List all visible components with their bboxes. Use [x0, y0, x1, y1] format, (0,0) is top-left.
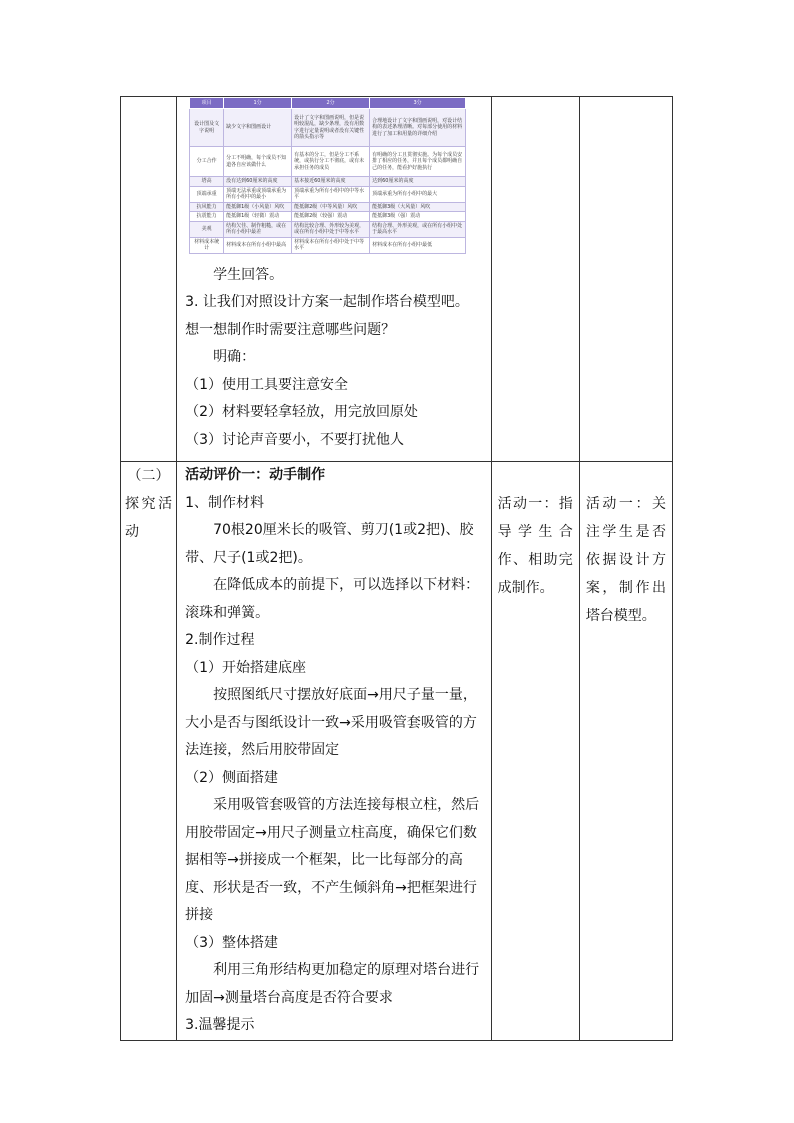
rubric-header: 项目 [190, 98, 224, 109]
rubric-cell: 没有达到60厘米的高度 [224, 177, 292, 187]
rubric-cell: 结构欠佳、制作粗糙，或在所有小组中最差 [224, 221, 292, 237]
question-3: 3. 让我们对照设计方案一起制作塔台模型吧。想一想制作时需要注意哪些问题？ [185, 294, 469, 338]
student-answer: 学生回答。 [213, 266, 284, 283]
rubric-row [190, 202, 466, 212]
tips-heading: 3.温馨提示 [185, 1017, 255, 1033]
rubric-cell: 结构比较合理、外形较为美观，或在所有小组中处于中等水平 [292, 221, 370, 237]
rubric-cell: 能抵御1级（小风量）风吹 [224, 202, 292, 212]
lesson-table-container [120, 96, 673, 1033]
cell-teacher-activity [491, 462, 579, 1041]
rubric-cell: 材料成本在所有小组中最低 [370, 237, 466, 253]
rubric-cell: 缺少文字和图画设计 [224, 109, 292, 147]
teacher-activity-text: 活动一：指导学生合作、相助完成制作。 [497, 496, 573, 596]
rubric-header: 2分 [292, 98, 370, 109]
lesson-table [120, 96, 673, 1041]
rubric-cell: 能抵御3级（大风量）风吹 [370, 202, 466, 212]
rubric-header: 3分 [370, 98, 466, 109]
rubric-cell: 顶端承重为所有小组中的中等水平 [292, 186, 370, 202]
rubric-cell: 顶端无法承重或顶端承重为所有小组中的最小 [224, 186, 292, 202]
step-1-heading: （1）开始搭建底座 [185, 659, 307, 676]
cell-empty-teacher [491, 97, 579, 462]
rubric-image [177, 97, 491, 254]
rubric-cell: 材料成本在所有小组中最高 [224, 237, 292, 253]
rule-1: （1）使用工具要注意安全 [185, 376, 349, 393]
rubric-cell: 基本接近60厘米的高度 [292, 177, 370, 187]
rubric-row [190, 212, 466, 222]
section-title: 探究活动 [125, 496, 173, 540]
cell-empty-assess [579, 97, 672, 462]
step-2-text: 采用吸管套吸管的方法连接每根立柱，然后用胶带固定→用尺子测量立柱高度，确保它们数据相等→拼接成一个框架，比一比每部分的高度、形状是否一致，不产生倾斜角→把框架进行拼接 [185, 797, 480, 923]
rubric-row [190, 109, 466, 147]
rubric-cell: 能抵御3级（强）震动 [370, 212, 466, 222]
cell-empty-left [121, 97, 177, 462]
row-explore-activity [121, 462, 673, 1041]
rubric-cell: 设计了文字和图画说明，但是说明较混乱，缺少条理，没有用数字进行定量说明或者没有关键性的箭头指示等 [292, 109, 370, 147]
materials-optional: 在降低成本的前提下，可以选择以下材料：滚珠和弹簧。 [185, 577, 480, 621]
step-2-heading: （2）侧面搭建 [185, 769, 279, 786]
rubric-cell: 能抵御2级（中等风量）风吹 [292, 202, 370, 212]
rubric-cell: 美观 [190, 221, 224, 237]
materials-text: 70根20厘米长的吸管、剪刀(1或2把)、胶带、尺子(1或2把)。 [185, 522, 474, 566]
rubric-cell: 顶端承重 [190, 186, 224, 202]
rubric-cell: 结构合理、外形美观，或在所有小组中处于最高水平 [370, 221, 466, 237]
rubric-row [190, 186, 466, 202]
rule-2: （2）材料要轻拿轻放，用完放回原处 [185, 404, 418, 420]
assessment-text: 活动一：关注学生是否依据设计方案，制作出塔台模型。 [585, 496, 666, 624]
cell-content-activity [177, 462, 492, 1041]
row-design-review [121, 97, 673, 462]
clarify-label: 明确： [213, 349, 256, 365]
rubric-cell: 材料成本在所有小组中处于中等水平 [292, 237, 370, 253]
rubric-row [190, 147, 466, 177]
step-1-text: 按照图纸尺寸摆放好底面→用尺子量一量，大小是否与图纸设计一致→采用吸管套吸管的方法连接，然后用胶带固定 [185, 687, 477, 758]
rubric-cell: 有基本的分工，但是分工不系统，或执行分工不彻底，或有未承担任务的成员 [292, 147, 370, 177]
rubric-cell: 达到60厘米的高度 [370, 177, 466, 187]
activity-heading: 活动评价一：动手制作 [185, 467, 326, 483]
step-3-heading: （3）整体搭建 [185, 934, 279, 951]
rubric-cell: 分工不明确，每个成员不知道各自应该做什么 [224, 147, 292, 177]
rubric-cell: 抗风能力 [190, 202, 224, 212]
rubric-cell: 抗震能力 [190, 212, 224, 222]
cell-assessment [579, 462, 672, 1041]
process-heading: 2.制作过程 [185, 632, 255, 648]
rubric-cell: 顶端承重为所有小组中的最大 [370, 186, 466, 202]
rubric-cell: 材料成本统计 [190, 237, 224, 253]
step-3-text: 利用三角形结构更加稳定的原理对塔台进行加固→测量塔台高度是否符合要求 [185, 962, 480, 1006]
rubric-cell: 分工合作 [190, 147, 224, 177]
cell-section-label [121, 462, 177, 1041]
rule-3: （3）讨论声音要小，不要打扰他人 [185, 431, 405, 448]
rubric-row [190, 177, 466, 187]
rubric-row [190, 221, 466, 237]
section-number: （二） [127, 468, 170, 484]
materials-heading: 1、制作材料 [185, 494, 265, 511]
rubric-cell: 塔高 [190, 177, 224, 187]
rubric-header-row [190, 98, 466, 109]
rubric-cell: 能抵御1级（轻微）震动 [224, 212, 292, 222]
rubric-header: 1分 [224, 98, 292, 109]
rubric-table [189, 97, 466, 254]
rubric-cell: 有明确的分工且贯彻实施。为每个成员安排了相应的任务，并且每个成员都明确自己的任务，能看护好施执行 [370, 147, 466, 177]
cell-content-top [177, 97, 492, 462]
rubric-cell: 能抵御2级（较强）震动 [292, 212, 370, 222]
rubric-cell: 设计图及文字说明 [190, 109, 224, 147]
rubric-row [190, 237, 466, 253]
rubric-cell: 合理地设计了文字和图画说明，对设计结构的表述条理清晰。对每部分使用的材料进行了加工和用量的详细介绍 [370, 109, 466, 147]
